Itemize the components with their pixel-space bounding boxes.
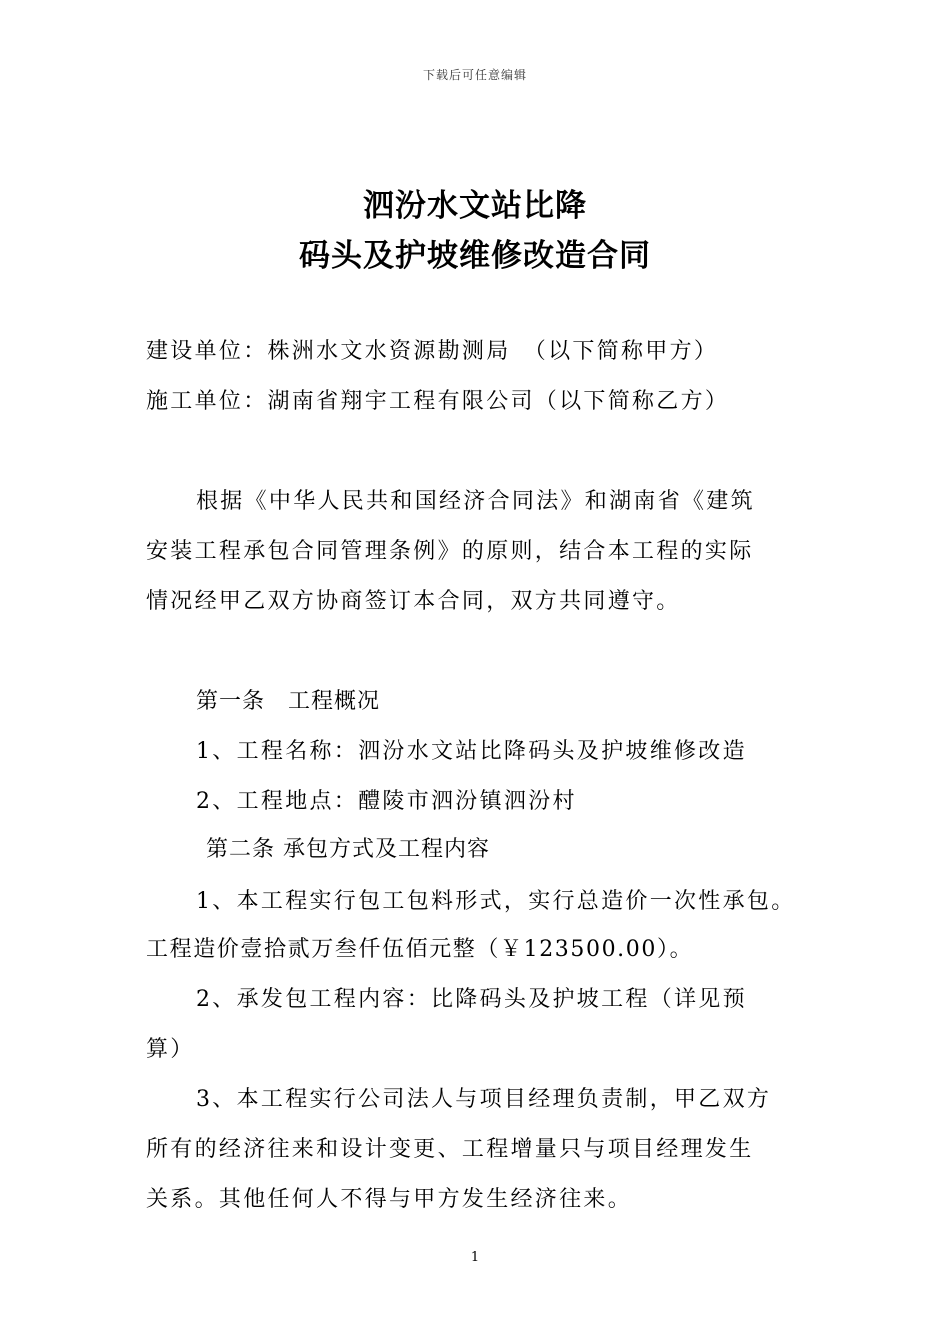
article-2-item-3-line-1: 3、本工程实行公司法人与项目经理负责制，甲乙双方 — [196, 1087, 772, 1112]
header-note: 下载后可任意编辑 — [422, 68, 527, 82]
article-2-item-2-line-2: 算） — [146, 1037, 195, 1062]
article-2-item-1-line-1: 1、本工程实行包工包料形式，实行总造价一次性承包。 — [196, 889, 796, 914]
article-2-item-1-line-2: 工程造价壹拾贰万叁仟伍佰元整（￥123500.00）。 — [146, 937, 694, 962]
article-2-heading: 第二条 承包方式及工程内容 — [206, 837, 490, 862]
article-2-item-2-line-1: 2、承发包工程内容：比降码头及护坡工程（详见预 — [196, 987, 747, 1012]
page-number: 1 — [470, 1250, 480, 1265]
article-1-item-2: 2、工程地点：醴陵市泗汾镇泗汾村 — [196, 789, 577, 814]
party-b-line: 施工单位：湖南省翔宇工程有限公司（以下简称乙方） — [146, 389, 730, 414]
title-line-1: 泗汾水文站比降 — [363, 188, 587, 224]
article-1-item-1: 1、工程名称：泗汾水文站比降码头及护坡维修改造 — [196, 739, 747, 764]
article-2-item-3-line-2: 所有的经济往来和设计变更、工程增量只与项目经理发生 — [146, 1137, 754, 1162]
article-2-item-3-line-3: 关系。其他任何人不得与甲方发生经济往来。 — [146, 1187, 633, 1212]
preamble-line-3: 情况经甲乙双方协商签订本合同，双方共同遵守。 — [146, 589, 681, 614]
preamble-line-2: 安装工程承包合同管理条例》的原则，结合本工程的实际 — [146, 539, 754, 564]
preamble-line-1: 根据《中华人民共和国经济合同法》和湖南省《建筑 — [196, 489, 755, 514]
article-1-heading: 第一条 工程概况 — [196, 689, 381, 714]
title-line-2: 码头及护坡维修改造合同 — [299, 238, 651, 274]
party-a-line: 建设单位：株洲水文水资源勘测局 （以下简称甲方） — [146, 339, 719, 364]
